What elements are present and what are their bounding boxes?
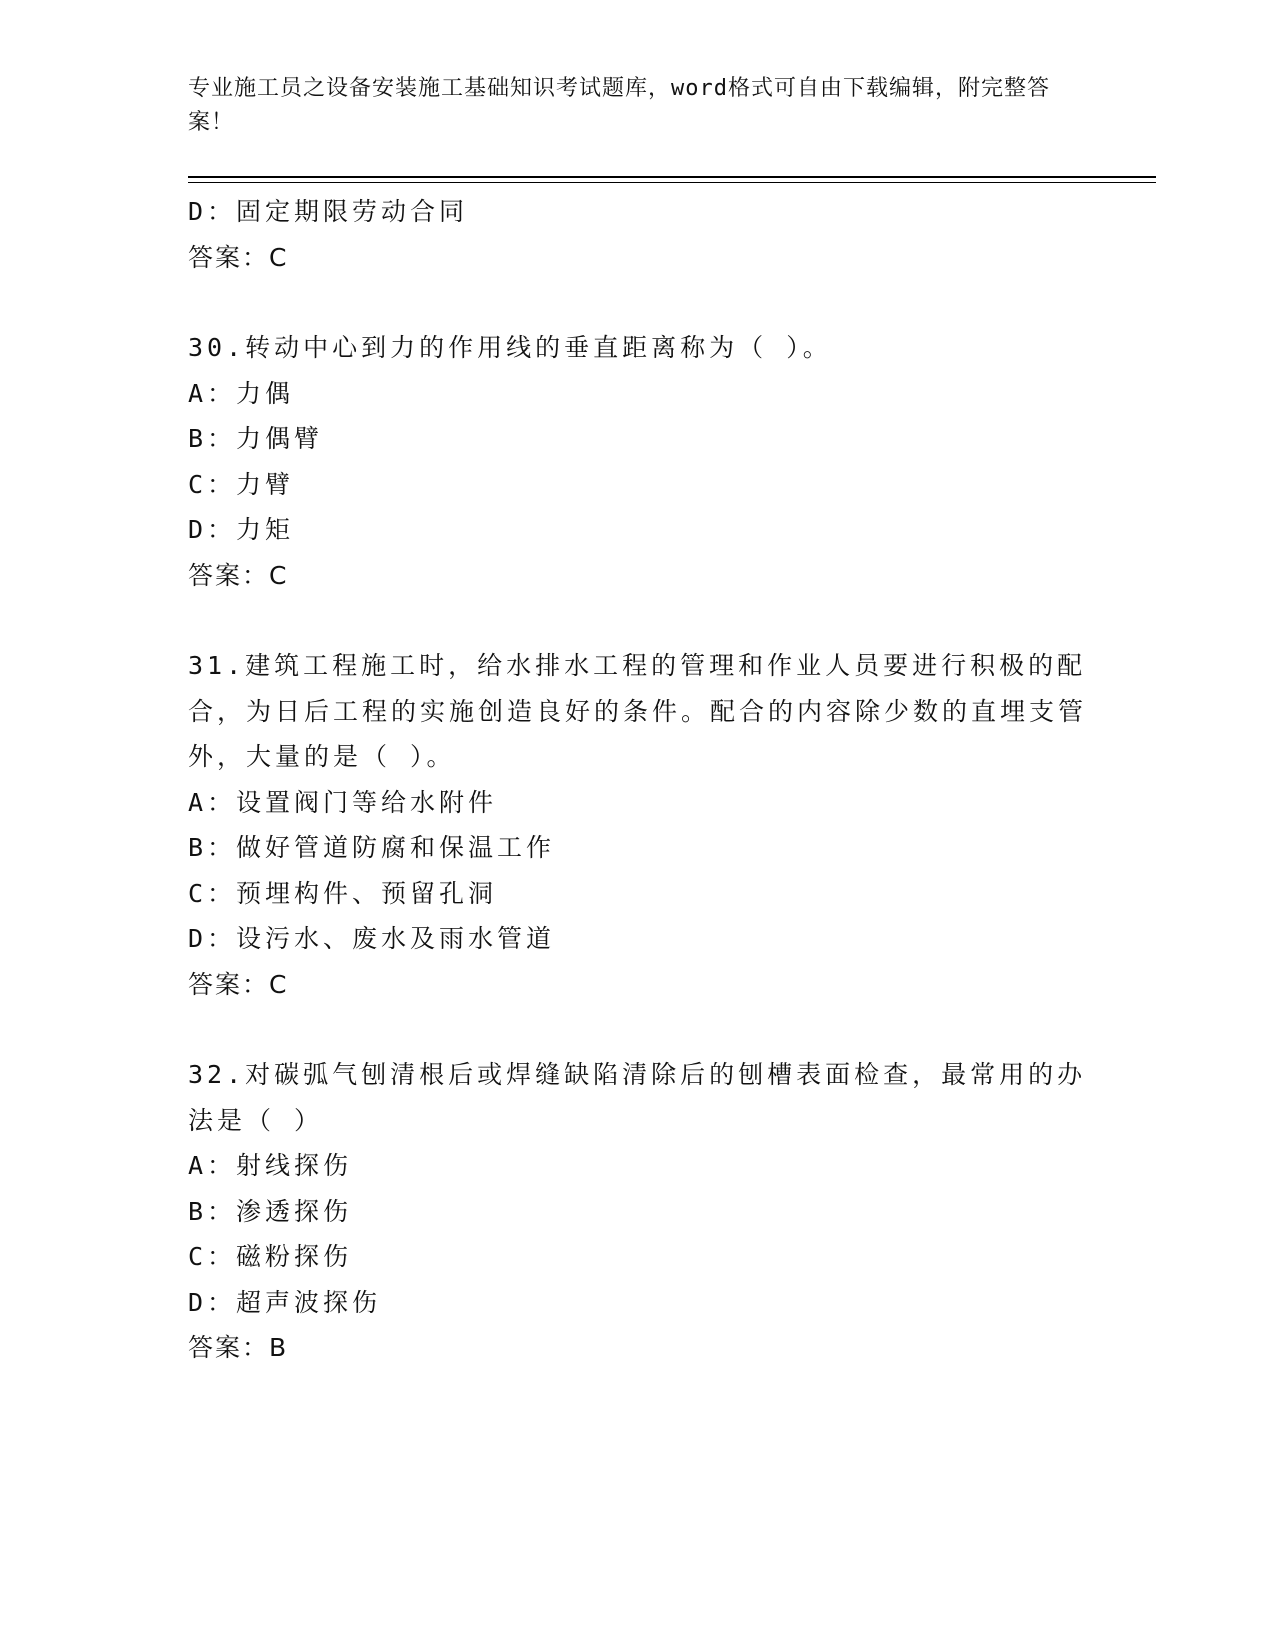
option-a: A：射线探伤 xyxy=(188,1151,353,1180)
option-d: D：超声波探伤 xyxy=(188,1287,382,1317)
option-b: B：力偶臂 xyxy=(188,424,324,453)
answer: 答案：C xyxy=(188,560,289,590)
option-d-previous: D：固定期限劳动合同 xyxy=(188,197,469,226)
question-30 xyxy=(188,325,1088,598)
question-stem: 30.转动中心到力的作用线的垂直距离称为（ ）。 xyxy=(188,333,832,362)
option-c: C：预埋构件、预留孔洞 xyxy=(188,878,498,908)
option-b: B：做好管道防腐和保温工作 xyxy=(188,833,556,862)
answer-previous: 答案：C xyxy=(188,242,289,272)
document-body xyxy=(188,189,1088,1371)
header-rule-thin xyxy=(188,182,1156,183)
answer: 答案：B xyxy=(188,1333,289,1362)
option-c: C：力臂 xyxy=(188,469,295,499)
question-stem: 31.建筑工程施工时，给水排水工程的管理和作业人员要进行积极的配合，为日后工程的实施创造良好的条件。配合的内容除少数的直埋支管外，大量的是（ ）。 xyxy=(188,651,1088,771)
question-31 xyxy=(188,643,1088,1007)
option-d: D：力矩 xyxy=(188,515,295,544)
spacer xyxy=(188,598,1088,643)
header-rule-thick xyxy=(188,176,1156,178)
question-32 xyxy=(188,1052,1088,1371)
question-stem: 32.对碳弧气刨清根后或焊缝缺陷清除后的刨槽表面检查，最常用的办法是（ ） xyxy=(188,1060,1087,1135)
spacer xyxy=(188,1007,1088,1052)
answer: 答案：C xyxy=(188,969,289,999)
option-c: C：磁粉探伤 xyxy=(188,1242,353,1271)
option-a: A：设置阀门等给水附件 xyxy=(188,787,498,817)
spacer xyxy=(188,280,1088,325)
option-d: D：设污水、废水及雨水管道 xyxy=(188,924,556,953)
option-b: B：渗透探伤 xyxy=(188,1196,353,1226)
document-header: 专业施工员之设备安装施工基础知识考试题库，word格式可自由下载编辑，附完整答案！ xyxy=(188,76,1050,135)
option-a: A：力偶 xyxy=(188,378,295,408)
